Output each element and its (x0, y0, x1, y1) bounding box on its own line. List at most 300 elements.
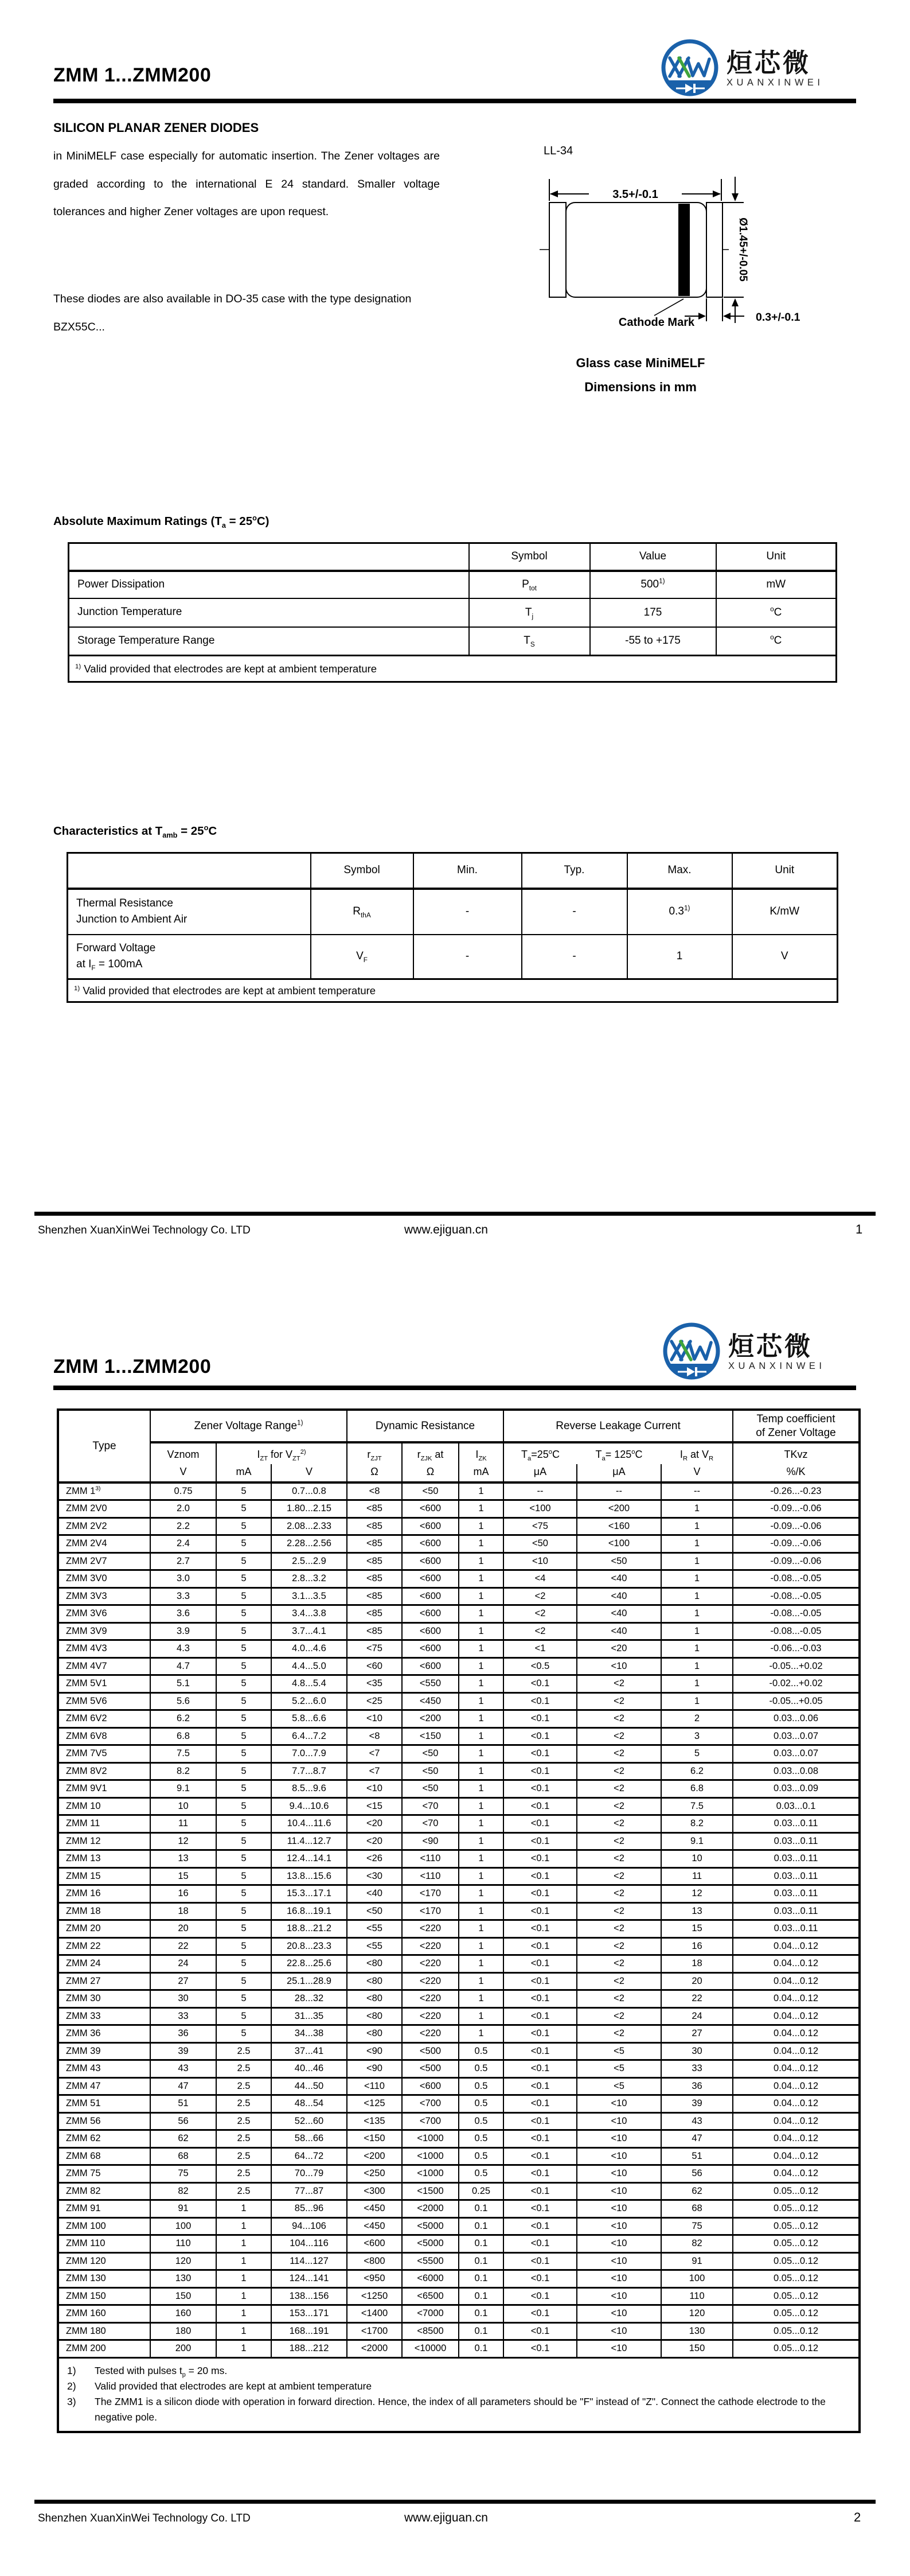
footnote-line (67, 2363, 853, 2379)
cell: 130 (661, 2322, 733, 2340)
cell: 27 (150, 1972, 216, 1990)
cell: -0.02...+0.02 (733, 1675, 860, 1693)
header-cell-type: Type (58, 1410, 150, 1482)
package-caption-1: Glass case MiniMELF (576, 356, 705, 370)
cell: 9.1 (150, 1780, 216, 1798)
cell: 10 (150, 1797, 216, 1815)
cell: 18 (150, 1902, 216, 1920)
cell: <90 (347, 2042, 402, 2060)
header-cell: Unit (732, 853, 838, 889)
cell: 1 (459, 1797, 503, 1815)
cell: 10 (661, 1850, 733, 1868)
type-cell: ZMM 11 (58, 1815, 150, 1833)
cell: <10 (577, 2270, 661, 2288)
cell: 0.05...0.12 (733, 2270, 860, 2288)
cell: 0.04...0.12 (733, 1990, 860, 2008)
cell: <700 (402, 2095, 459, 2113)
cell: 0.1 (459, 2287, 503, 2305)
cell: <80 (347, 1955, 402, 1973)
cell: <7 (347, 1762, 402, 1780)
type-cell: ZMM 22 (58, 1937, 150, 1955)
dim-diameter-label: Ø1.45+/-0.05 (737, 217, 749, 282)
cell: <10 (577, 2287, 661, 2305)
cell: 0.04...0.12 (733, 2042, 860, 2060)
table-row (58, 2077, 860, 2095)
cell: <85 (347, 1622, 402, 1640)
cell: 1 (661, 1622, 733, 1640)
cell: 8.2 (150, 1762, 216, 1780)
type-cell: ZMM 3V3 (58, 1587, 150, 1605)
cell: <2 (577, 1850, 661, 1868)
cell: 120 (661, 2305, 733, 2323)
cell: <50 (402, 1762, 459, 1780)
cell: <450 (347, 2200, 402, 2218)
cell: 5 (216, 1570, 271, 1588)
type-cell: ZMM 3V0 (58, 1570, 150, 1588)
cell: 1 (459, 1990, 503, 2008)
cell: 5 (216, 1552, 271, 1570)
cell: <40 (577, 1605, 661, 1623)
cell: <50 (503, 1535, 577, 1553)
cell: 0.1 (459, 2305, 503, 2323)
cell: 0.1 (459, 2200, 503, 2218)
cell: 0.5 (459, 2060, 503, 2078)
cell: 62 (150, 2130, 216, 2148)
cell: 0.03...0.11 (733, 1885, 860, 1903)
cell: <5 (577, 2060, 661, 2078)
cell: 168...191 (271, 2322, 347, 2340)
cell: 16.8...19.1 (271, 1902, 347, 1920)
cell: 30 (150, 1990, 216, 2008)
type-cell: ZMM 2V0 (58, 1500, 150, 1518)
cell: <80 (347, 2025, 402, 2043)
cell: 48...54 (271, 2095, 347, 2113)
package-diagram (536, 172, 869, 399)
cell: <600 (347, 2235, 402, 2253)
type-cell: ZMM 9V1 (58, 1780, 150, 1798)
cell: 0.03...0.11 (733, 1867, 860, 1885)
cell: <75 (503, 1517, 577, 1535)
cell: <6000 (402, 2270, 459, 2288)
cell: 68 (150, 2147, 216, 2165)
cell: <200 (577, 1500, 661, 1518)
cell: 4.8...5.4 (271, 1675, 347, 1693)
cell: Forward Voltage at $I_F = 100mA$ (68, 935, 311, 979)
cell: 1 (459, 1955, 503, 1973)
cell: <55 (347, 1920, 402, 1938)
type-cell: ZMM 3V9 (58, 1622, 150, 1640)
type-cell: ZMM 18 (58, 1902, 150, 1920)
cell: <1000 (402, 2147, 459, 2165)
cell: 130 (150, 2270, 216, 2288)
cell: 175 (590, 598, 716, 627)
cell: 3 (661, 1727, 733, 1745)
cell: 110 (661, 2287, 733, 2305)
cell: 51 (150, 2095, 216, 2113)
cell: <0.1 (503, 2007, 577, 2025)
cell: 1 (661, 1605, 733, 1623)
cell: 5 (216, 1727, 271, 1745)
cell: 5 (216, 1640, 271, 1658)
cell: 0.5 (459, 2147, 503, 2165)
cathode-mark-label: Cathode Mark (618, 316, 695, 329)
header-cell: Symbol (469, 543, 590, 571)
table-row (58, 2112, 860, 2130)
table-row (58, 2025, 860, 2043)
header-cell: Typ. (522, 853, 627, 889)
cell: <10 (577, 2182, 661, 2200)
cell: 0.04...0.12 (733, 2095, 860, 2113)
cell: <1000 (402, 2165, 459, 2183)
cell: <0.1 (503, 1850, 577, 1868)
cell: 1 (459, 1850, 503, 1868)
cell: $^o$C (716, 598, 837, 627)
cell: 2.5 (216, 2042, 271, 2060)
cell: 13.8...15.6 (271, 1867, 347, 1885)
cell: 0.25 (459, 2182, 503, 2200)
header-cell: Unit (716, 543, 837, 571)
cell: 5 (216, 2025, 271, 2043)
cell: <50 (577, 1552, 661, 1570)
cell: <170 (402, 1885, 459, 1903)
header-cell-reverse-leakage: Reverse Leakage Current (503, 1410, 733, 1442)
xxw-logo-icon (659, 1320, 724, 1384)
cell: 5.8...6.6 (271, 1710, 347, 1728)
cell: -0.08...-0.05 (733, 1622, 860, 1640)
table-row (58, 1500, 860, 1518)
cell: 6.8 (661, 1780, 733, 1798)
unit-cell: μA (577, 1464, 661, 1482)
cell: <0.1 (503, 2147, 577, 2165)
right-terminal (706, 203, 722, 297)
cell: 0.03...0.06 (733, 1710, 860, 1728)
type-cell: ZMM 200 (58, 2340, 150, 2358)
cell: 5 (216, 1535, 271, 1553)
cell: <1500 (402, 2182, 459, 2200)
cell: 5.6 (150, 1692, 216, 1710)
cell: <500 (402, 2060, 459, 2078)
table-row (69, 627, 837, 656)
cell: 1 (216, 2270, 271, 2288)
cell: <35 (347, 1675, 402, 1693)
cell: <80 (347, 2007, 402, 2025)
cell: <700 (402, 2112, 459, 2130)
cell: <0.1 (503, 1972, 577, 1990)
type-cell: ZMM 12 (58, 1832, 150, 1850)
cell: 5 (216, 1587, 271, 1605)
cell: 12.4...14.1 (271, 1850, 347, 1868)
table-row (58, 1990, 860, 2008)
footnote-text: Tested with pulses $t_p = 20$ ms. (95, 2364, 228, 2378)
cell: 5 (216, 2007, 271, 2025)
cell: <0.1 (503, 2200, 577, 2218)
cell: 43 (661, 2112, 733, 2130)
cell: 1 (459, 1587, 503, 1605)
footer-page-number: 2 (854, 2510, 861, 2524)
table-row (69, 571, 837, 598)
dim-length-label: 3.5+/-0.1 (612, 188, 658, 201)
cell: <2 (577, 1832, 661, 1850)
logo-text (727, 49, 824, 88)
cell: 51 (661, 2147, 733, 2165)
cell: <2 (503, 1605, 577, 1623)
cell: 1 (661, 1675, 733, 1693)
cell: -0.09...-0.06 (733, 1552, 860, 1570)
cell: 4.3 (150, 1640, 216, 1658)
type-cell: ZMM 30 (58, 1990, 150, 2008)
cell: 34...38 (271, 2025, 347, 2043)
type-cell: ZMM 5V6 (58, 1692, 150, 1710)
cell: 2.5...2.9 (271, 1552, 347, 1570)
type-cell: ZMM 36 (58, 2025, 150, 2043)
cell: <0.1 (503, 1920, 577, 1938)
type-cell: ZMM 13 (58, 1850, 150, 1868)
cell: -0.09...-0.06 (733, 1535, 860, 1553)
cell: 1 (216, 2200, 271, 2218)
table-row (58, 1780, 860, 1798)
header-cell: Max. (627, 853, 732, 889)
header-cell: TKvz (733, 1442, 860, 1464)
footer-url[interactable]: www.ejiguan.cn (404, 2511, 488, 2524)
cell: $V_F$ (311, 935, 413, 979)
table-row (58, 2130, 860, 2148)
cell: 1 (459, 1710, 503, 1728)
type-cell: ZMM 3V6 (58, 1605, 150, 1623)
cell: 11 (150, 1815, 216, 1833)
cell: <50 (402, 1482, 459, 1500)
cell: <1000 (402, 2130, 459, 2148)
table-footnote-row (58, 2357, 860, 2432)
cell: <600 (402, 1570, 459, 1588)
cell: -- (577, 1482, 661, 1500)
type-cell: ZMM 91 (58, 2200, 150, 2218)
header-cell: $I_{ZT}$ for $V_{ZT}^{2)}$ (216, 1442, 347, 1464)
cell: 22.8...25.6 (271, 1955, 347, 1973)
cell: 3.1...3.5 (271, 1587, 347, 1605)
cell: 180 (150, 2322, 216, 2340)
cell: - (522, 935, 627, 979)
table-row (58, 1867, 860, 1885)
cell: K/mW (732, 889, 838, 935)
type-cell: ZMM 110 (58, 2235, 150, 2253)
cell: 3.0 (150, 1570, 216, 1588)
cell: <2 (577, 1675, 661, 1693)
unit-cell: Ω (347, 1464, 402, 1482)
cell: 9.4...10.6 (271, 1797, 347, 1815)
cell: $^o$C (716, 627, 837, 656)
cell: <55 (347, 1937, 402, 1955)
cell: 13 (661, 1902, 733, 1920)
cell: <10 (577, 2217, 661, 2235)
cell: 6.2 (661, 1762, 733, 1780)
cell: 2.5 (216, 2147, 271, 2165)
cell: 2.0 (150, 1500, 216, 1518)
cell: 91 (150, 2200, 216, 2218)
cell: 5 (216, 1482, 271, 1500)
table-row (58, 1657, 860, 1675)
cell: 1 (216, 2322, 271, 2340)
characteristics-title: Characteristics at $T_{amb} = 25^oC$ (53, 823, 217, 840)
cell: 0.05...0.12 (733, 2182, 860, 2200)
cell: <220 (402, 1972, 459, 1990)
cell: 153...171 (271, 2305, 347, 2323)
cell: <500 (402, 2042, 459, 2060)
cell: 12 (661, 1885, 733, 1903)
cell: 6.8 (150, 1727, 216, 1745)
cell: 44...50 (271, 2077, 347, 2095)
cell: <150 (347, 2130, 402, 2148)
cell: <10 (577, 1657, 661, 1675)
table-row (68, 935, 838, 979)
cell: <170 (402, 1902, 459, 1920)
cell: <85 (347, 1587, 402, 1605)
cell: <10 (577, 2112, 661, 2130)
cell: 36 (661, 2077, 733, 2095)
cell: -0.26...-0.23 (733, 1482, 860, 1500)
cell: 11 (661, 1867, 733, 1885)
cell: 2.5 (216, 2060, 271, 2078)
type-cell: ZMM 5V1 (58, 1675, 150, 1693)
cell: <2 (577, 1867, 661, 1885)
cell: 0.03...0.11 (733, 1902, 860, 1920)
page-2 (0, 1288, 910, 2576)
type-cell: ZMM 4V3 (58, 1640, 150, 1658)
table-row (58, 2252, 860, 2270)
cell: 1 (459, 1675, 503, 1693)
cell: <8 (347, 1482, 402, 1500)
cell: 1 (459, 1640, 503, 1658)
cell: -- (661, 1482, 733, 1500)
abs-max-title: Absolute Maximum Ratings $(T_a = 25^oC)$ (53, 513, 270, 530)
cell: <2 (577, 1937, 661, 1955)
cell: <0.1 (503, 1692, 577, 1710)
footnote-text: The ZMM1 is a silicon diode with operation in forward direction. Hence, the index of all parameters should be "F" instead of "Z". Connect the cathode electrode to the negative pole. (95, 2395, 826, 2423)
cell: <5 (577, 2077, 661, 2095)
cell: -0.06...-0.03 (733, 1640, 860, 1658)
logo-latin-name: XUANXINWEI (728, 1360, 826, 1371)
cell: <0.1 (503, 1902, 577, 1920)
cell: <1 (503, 1640, 577, 1658)
cell: 27 (661, 2025, 733, 2043)
cell: <50 (402, 1745, 459, 1763)
cell: <220 (402, 2007, 459, 2025)
cell: 0.7...0.8 (271, 1482, 347, 1500)
intro-paragraph-2: These diodes are also available in DO-35 case with the type designation BZX55C... (53, 293, 412, 333)
cell: 15.3...17.1 (271, 1885, 347, 1903)
table-header-row (68, 853, 838, 889)
cell: <2000 (402, 2200, 459, 2218)
table-row (58, 1640, 860, 1658)
cell: <110 (402, 1850, 459, 1868)
cell: 1 (459, 1657, 503, 1675)
logo-latin-name: XUANXINWEI (727, 77, 824, 88)
cell: <90 (402, 1832, 459, 1850)
type-cell: ZMM 2V2 (58, 1517, 150, 1535)
cell: 1 (459, 1692, 503, 1710)
cell: <600 (402, 1587, 459, 1605)
cell: <30 (347, 1867, 402, 1885)
cell: <600 (402, 2077, 459, 2095)
cell: 47 (150, 2077, 216, 2095)
type-cell: ZMM 10 (58, 1797, 150, 1815)
cell: <15 (347, 1797, 402, 1815)
cell: 5 (216, 1937, 271, 1955)
table-row (58, 1745, 860, 1763)
cell: <950 (347, 2270, 402, 2288)
cell: 33 (150, 2007, 216, 2025)
page-title: ZMM 1...ZMM200 (53, 64, 212, 86)
cell: <50 (402, 1780, 459, 1798)
zener-table-body (58, 1482, 860, 2357)
cell: 62 (661, 2182, 733, 2200)
type-cell: ZMM 43 (58, 2060, 150, 2078)
cell: - (413, 935, 522, 979)
cell: 0.5 (459, 2042, 503, 2060)
table-row (58, 1710, 860, 1728)
cell: <2 (577, 1972, 661, 1990)
header-cell-dynamic-resistance: Dynamic Resistance (347, 1410, 503, 1442)
cell: 56 (150, 2112, 216, 2130)
footnote: $^{1)}$ Valid provided that electrodes are kept at ambient temperature (68, 979, 838, 1002)
type-cell: ZMM 150 (58, 2287, 150, 2305)
footer-url[interactable]: www.ejiguan.cn (404, 1223, 488, 1236)
cell: -0.05...+0.02 (733, 1657, 860, 1675)
cell: 1 (459, 1780, 503, 1798)
footnote-number: 2) (67, 2380, 76, 2392)
cell: <0.1 (503, 1797, 577, 1815)
cell: 0.03...0.11 (733, 1815, 860, 1833)
cell: - (413, 889, 522, 935)
header-cell: $T_a=25^oC$ (503, 1442, 577, 1464)
table-row (58, 1797, 860, 1815)
unit-cell: mA (216, 1464, 271, 1482)
type-cell: ZMM 24 (58, 1955, 150, 1973)
type-cell: ZMM 160 (58, 2305, 150, 2323)
table-row (58, 1815, 860, 1833)
cell: <0.1 (503, 2235, 577, 2253)
cell: 5 (216, 1885, 271, 1903)
cell: 3.3 (150, 1587, 216, 1605)
sub-header-row (58, 1442, 860, 1464)
footnote: $^{1)}$ Valid provided that electrodes are kept at ambient temperature (69, 656, 837, 682)
header-cell: $I_{ZK}$ (459, 1442, 503, 1464)
cell: -0.05...+0.05 (733, 1692, 860, 1710)
cell: 28...32 (271, 1990, 347, 2008)
cell: <1400 (347, 2305, 402, 2323)
cell: 0.04...0.12 (733, 2025, 860, 2043)
cell: <600 (402, 1535, 459, 1553)
cell: 0.03...0.1 (733, 1797, 860, 1815)
table-row (58, 1570, 860, 1588)
cell: <2 (577, 1815, 661, 1833)
cell: <800 (347, 2252, 402, 2270)
cell: 47 (661, 2130, 733, 2148)
cell: 20.8...23.3 (271, 1937, 347, 1955)
cell: <10 (347, 1710, 402, 1728)
cell: 5 (216, 1797, 271, 1815)
cell: 2.5 (216, 2165, 271, 2183)
cell: -0.09...-0.06 (733, 1500, 860, 1518)
cell: 0.05...0.12 (733, 2252, 860, 2270)
type-cell: ZMM 100 (58, 2217, 150, 2235)
cell: <220 (402, 2025, 459, 2043)
cell: 68 (661, 2200, 733, 2218)
cell: 20 (150, 1920, 216, 1938)
cell: 75 (661, 2217, 733, 2235)
cell: 5 (216, 1517, 271, 1535)
table-row (58, 2007, 860, 2025)
cell: 0.5 (459, 2077, 503, 2095)
